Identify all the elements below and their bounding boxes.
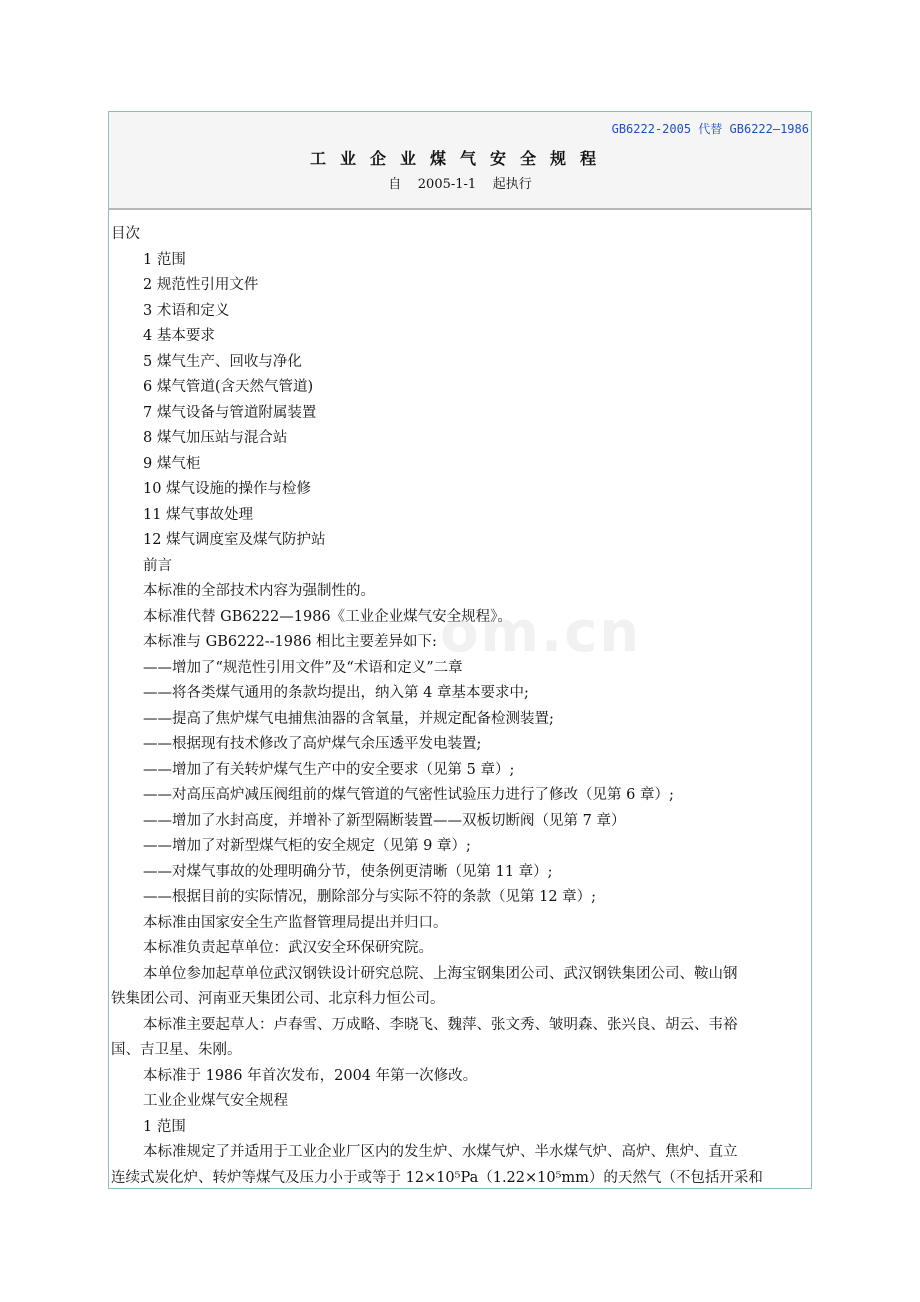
- toc-item: 1 范围: [143, 251, 186, 268]
- document-header: [109, 112, 811, 210]
- foreword-line: ——对煤气事故的处理明确分节，使条例更清晰（见第 11 章）;: [143, 863, 553, 880]
- toc-item: 11 煤气事故处理: [143, 506, 254, 523]
- toc-item: 4 基本要求: [143, 328, 215, 344]
- watermark: om.cn: [440, 600, 642, 665]
- toc-item: 3 术语和定义: [143, 302, 230, 319]
- toc-item: 12 煤气调度室及煤气防护站: [143, 532, 326, 548]
- foreword-line: ——根据现有技术修改了高炉煤气余压透平发电装置;: [143, 736, 482, 752]
- toc-item: 10 煤气设施的操作与检修: [143, 481, 312, 497]
- foreword-line: ——增加了水封高度，并增补了新型隔断装置——双板切断阀（见第 7 章）: [143, 812, 626, 829]
- toc-item: 9 煤气柜: [143, 455, 201, 472]
- foreword-line: 本标准负责起草单位：武汉安全环保研究院。: [143, 940, 433, 956]
- foreword-line: ——提高了焦炉煤气电捕焦油器的含氧量，并规定配备检测装置;: [143, 710, 554, 727]
- toc-heading: 目次: [111, 226, 140, 242]
- effective-date: 自 2005-1-1 起执行: [388, 177, 532, 192]
- foreword-line: 本标准由国家安全生产监督管理局提出并归口。: [143, 914, 448, 931]
- foreword-line: 本标准与 GB6222--1986 相比主要差异如下:: [143, 634, 437, 650]
- toc-item: 8 煤气加压站与混合站: [143, 430, 288, 446]
- document-frame: [108, 111, 812, 1189]
- standard-code[interactable]: GB6222-2005 代替 GB6222—1986: [611, 122, 809, 136]
- toc-item: 7 煤气设备与管道附属装置: [143, 404, 317, 421]
- toc-item: 6 煤气管道(含天然气管道): [143, 379, 314, 395]
- history-line: 本标准于 1986 年首次发布，2004 年第一次修改。: [143, 1067, 478, 1084]
- participants-line-cont: 铁集团公司、河南亚天集团公司、北京科力恒公司。: [111, 991, 445, 1007]
- toc-item: 2 规范性引用文件: [143, 277, 259, 293]
- foreword-line: ——增加了对新型煤气柜的安全规定（见第 9 章）;: [143, 838, 471, 854]
- foreword-line: ——增加了有关转炉煤气生产中的安全要求（见第 5 章）;: [143, 761, 515, 778]
- foreword-line: ——增加了“规范性引用文件”及“术语和定义”二章: [143, 659, 463, 676]
- document-title: 工业企业煤气安全规程: [309, 149, 610, 168]
- section-heading: 1 范围: [143, 1118, 186, 1135]
- participants-line: 本单位参加起草单位武汉钢铁设计研究总院、上海宝钢集团公司、武汉钢铁集团公司、鞍山钢: [143, 965, 738, 982]
- section-text: 本标准规定了并适用于工业企业厂区内的发生炉、水煤气炉、半水煤气炉、高炉、焦炉、直立: [143, 1144, 738, 1160]
- foreword-line: ——根据目前的实际情况，删除部分与实际不符的条款（见第 12 章）;: [143, 889, 597, 905]
- standard-name: 工业企业煤气安全规程: [143, 1093, 288, 1109]
- document-body: [111, 222, 809, 1189]
- toc-item: 5 煤气生产、回收与净化: [143, 353, 302, 370]
- foreword-line: 本标准的全部技术内容为强制性的。: [143, 583, 375, 599]
- foreword-heading: 前言: [143, 557, 172, 574]
- section-text-cont: 连续式炭化炉、转炉等煤气及压力小于或等于 12×10⁵Pa（1.22×10⁵mm）的天然气（不包括开采和: [111, 1169, 763, 1186]
- foreword-line: ——将各类煤气通用的条款均提出，纳入第 4 章基本要求中;: [143, 685, 529, 701]
- drafters-line-cont: 国、吉卫星、朱刚。: [111, 1042, 242, 1058]
- drafters-line: 本标准主要起草人：卢春雪、万成略、李晓飞、魏萍、张文秀、皱明森、张兴良、胡云、韦裕: [143, 1016, 738, 1033]
- foreword-line: 本标准代替 GB6222—1986《工业企业煤气安全规程》。: [143, 608, 512, 625]
- foreword-line: ——对高压高炉减压阀组前的煤气管道的气密性试验压力进行了修改（见第 6 章）;: [143, 787, 674, 803]
